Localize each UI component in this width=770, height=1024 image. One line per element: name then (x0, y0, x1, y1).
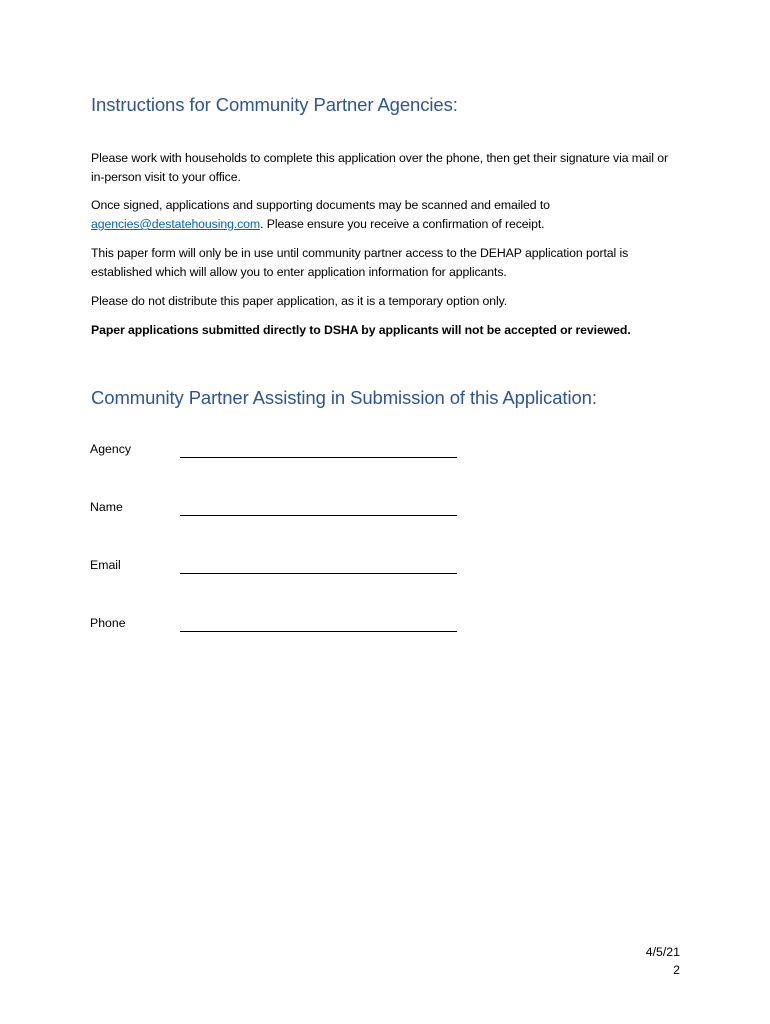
phone-blank-line[interactable] (180, 631, 457, 632)
email-instruction-text: Once signed, applications and supporting documents may be scanned and emailed to (91, 198, 550, 212)
email-field (90, 558, 490, 578)
instructions-warning: Paper applications submitted directly to DSHA by applicants will not be accepted or reviewed. (91, 323, 631, 337)
name-field (90, 500, 490, 520)
agencies-email-link[interactable]: agencies@destatehousing.com (91, 217, 261, 231)
agency-blank-line[interactable] (180, 457, 457, 458)
instructions-paragraph-4: Please do not distribute this paper application, as it is a temporary option only. (91, 294, 508, 308)
phone-label: Phone (90, 616, 126, 630)
confirmation-text: . Please ensure you receive a confirmation of receipt. (260, 217, 545, 231)
name-label: Name (90, 500, 123, 514)
email-label: Email (90, 558, 121, 572)
page-number: 2 (673, 963, 680, 977)
agency-field (90, 442, 490, 462)
email-blank-line[interactable] (180, 573, 457, 574)
instructions-paragraph-3: This paper form will only be in use until community partner access to the DEHAP application portal is established which will allow you to enter application information for applicants. (91, 246, 629, 279)
agency-label: Agency (90, 442, 132, 456)
instructions-paragraph-1: Please work with households to complete this application over the phone, then get their signature via mail or in-person visit to your office. (91, 151, 668, 184)
name-blank-line[interactable] (180, 515, 457, 516)
instructions-paragraph-2 (91, 196, 681, 234)
instructions-heading: Instructions for Community Partner Agencies: (91, 94, 458, 115)
footer-date: 4/5/21 (645, 945, 680, 959)
phone-field (90, 616, 490, 636)
partner-heading: Community Partner Assisting in Submission of this Application: (91, 387, 597, 408)
